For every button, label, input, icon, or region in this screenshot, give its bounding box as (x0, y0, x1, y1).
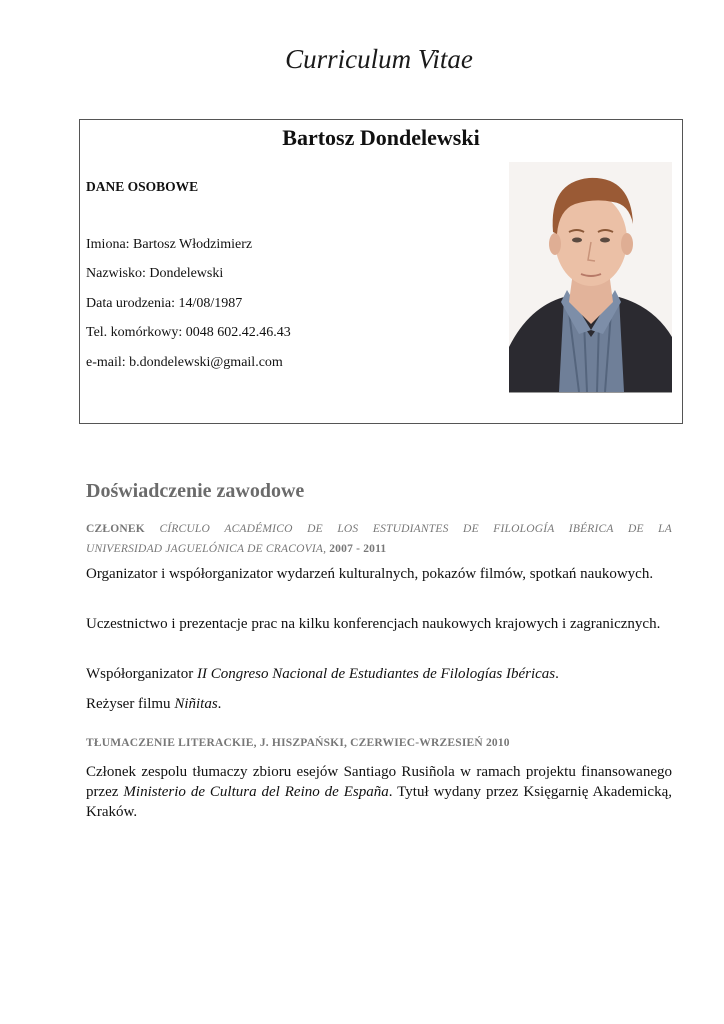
job1-paragraph-3 (86, 664, 672, 684)
job1-paragraph-2: Uczestnictwo i prezentacje prac na kilku konferencjach naukowych krajowych i zagranicznych. (86, 616, 661, 632)
job1-p3-title: II Congreso Nacional de Estudiantes de Filologías Ibéricas (196, 666, 556, 682)
job1-org-line2: UNIVERSIDAD JAGUELÓNICA DE CRACOVIA, (86, 543, 327, 555)
document-title: Curriculum Vitae (285, 44, 473, 74)
personal-section-label: DANE OSOBOWE (86, 179, 199, 194)
job2-header-text: TŁUMACZENIE LITERACKIE, J. HISZPAŃSKI, CZERWIEC-WRZESIEŃ 2010 (86, 737, 510, 749)
job1-p4-prefix: Reżyser filmu (86, 696, 175, 712)
job2-p1-title: Ministerio de Cultura del Reino de España (123, 784, 389, 800)
job2-p1-suffix: . Tytuł wydany przez Księgarnię Akademicką, Kraków. (86, 784, 672, 820)
profile-photo (509, 162, 672, 393)
job2-p1-prefix: Członek zespolu tłumaczy zbioru esejów Santiago Rusiñola w ramach projektu finansowanego przez (86, 764, 672, 800)
full-name: Bartosz Dondelewski (282, 125, 480, 150)
personal-data-box (79, 119, 683, 424)
email: e-mail: b.dondelewski@gmail.com (86, 355, 283, 370)
job1-paragraph-1: Organizator i współorganizator wydarzeń kulturalnych, pokazów filmów, spotkań naukowych. (86, 566, 654, 582)
job1-org-line1: CÍRCULO ACADÉMICO DE LOS ESTUDIANTES DE FILOLOGÍA IBÉRICA DE LA (159, 523, 672, 535)
mobile-phone: Tel. komórkowy: 0048 602.42.46.43 (86, 325, 291, 340)
job1-p3-suffix: . (555, 666, 559, 682)
given-names: Imiona: Bartosz Włodzimierz (86, 237, 253, 252)
job1-p3-prefix: Współorganizator (86, 666, 197, 682)
job1-dates: 2007 - 2011 (329, 543, 387, 555)
job1-p4-title: Niñitas (174, 696, 218, 712)
job1-role: CZŁONEK (86, 523, 145, 535)
surname: Nazwisko: Dondelewski (86, 266, 224, 281)
job2-paragraph-1 (86, 762, 672, 822)
job1-header-line2 (86, 538, 672, 560)
job2-header (86, 732, 672, 754)
job1-p4-suffix: . (217, 696, 222, 712)
experience-heading: Doświadczenie zawodowe (86, 480, 305, 502)
job1-header-line1 (86, 518, 672, 540)
birth-date: Data urodzenia: 14/08/1987 (86, 296, 243, 311)
job1-paragraph-4 (86, 694, 672, 714)
